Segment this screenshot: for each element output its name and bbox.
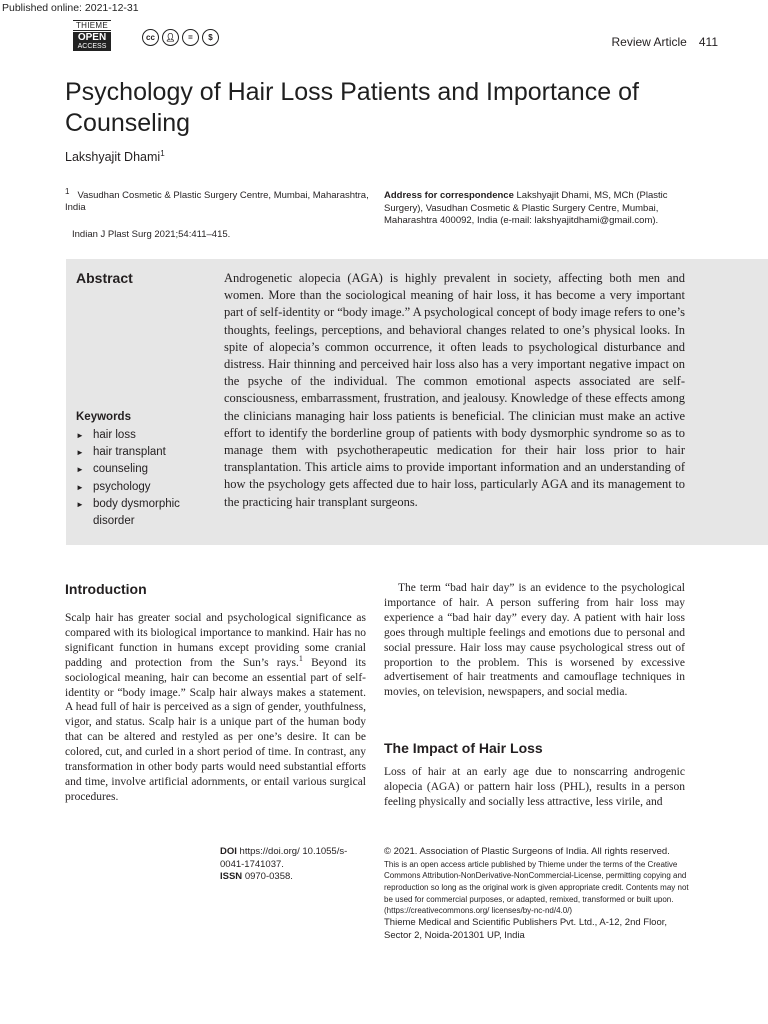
copyright-block <box>384 846 689 942</box>
page-number: 411 <box>698 35 718 49</box>
nd-icon: = <box>182 29 199 46</box>
issn-label: ISSN <box>220 871 243 882</box>
affiliation <box>65 186 370 214</box>
article-type: Review Article <box>611 35 687 49</box>
by-icon: 👤︎ <box>162 29 179 46</box>
doi-label: DOI <box>220 846 237 857</box>
correspondence-address <box>384 190 694 228</box>
reference-marker: 1 <box>298 653 303 663</box>
logo-line-1: THIEME <box>73 20 111 31</box>
cc-icon: cc <box>142 29 159 46</box>
keywords-list <box>76 427 206 530</box>
running-header <box>560 35 718 49</box>
logo-line-3: ACCESS <box>73 43 111 51</box>
doi-value: https://doi.org/ 10.1055/s-0041-1741037. <box>220 846 348 870</box>
article-title: Psychology of Hair Loss Patients and Importance of Counseling <box>65 78 639 137</box>
introduction-paragraph <box>65 611 366 805</box>
thieme-open-access-logo <box>73 20 111 54</box>
issn-value: 0970-0358. <box>244 871 293 882</box>
nc-icon: $ <box>202 29 219 46</box>
author <box>65 150 165 164</box>
impact-paragraph: Loss of hair at an early age due to nonscarring androgenic alopecia (AGA) or pattern hair loss (PHL), results in a person feeling physically and socially less attractive, less virile, and <box>384 766 685 808</box>
intro-text-part2: Beyond its sociological meaning, hair can become an essential part of self-identity or “body image.” Scalp hair always makes a statement. A head full of hair is perceived as a sign of gender, youthfulness, vigor, and status. Scalp hair is a unique part of the human body that can be altered and restyled as per one’s desire. It can be colored, cut, and curled in a short period of time. In contrast, any transformation in other body parts would need substantial efforts and time, involve artificial adornments, or entail various surgical procedures. <box>65 656 367 803</box>
intro-text-part1: Scalp hair has greater social and psychological significance as compared with its biological importance to mankind. Hair has no significant function in humans except providing some cranial padding and protection from the Sun’s rays. <box>65 612 366 669</box>
abstract-text: Androgenetic alopecia (AGA) is highly prevalent in society, affecting both men and women. More than the sociological meaning of hair loss, it has become a very important part of self-identity or “body image.” A psychological concept of body image refers to one’s thoughts, feelings, perceptions, and behavioral changes related to one’s physical looks. In spite of alopecia’s common occurrence, it often leads to psychological disturbance and distress. Hair thinning and perceived hair loss also has a very important negative impact on the psyche of the individual. The common emotional aspects associated are self-consciousness, embarrassment, frustration, and jealousy. Knowledge of these effects among the clinicians managing hair loss patients is beneficial. The clinician must make an active effort to identify the borderline group of patients with body dysmorphic syndrome so as to manage them with psychotherapeutic medication for their hair loss prior to hair transplantation. This article aims to provide important information and an understanding of how the psychology gets affected due to hair loss, particularly AGA and its management to the practicing hair transplant surgeons. <box>224 271 685 509</box>
doi-block <box>220 846 360 884</box>
author-name: Lakshyajit Dhami <box>65 150 161 164</box>
logo-line-2: OPEN <box>73 32 111 43</box>
author-affiliation-ref: 1 <box>160 148 165 158</box>
journal-citation: Indian J Plast Surg 2021;54:411–415. <box>72 229 231 240</box>
keyword-item: ► counseling <box>76 461 206 478</box>
license-text: This is an open access article published by Thieme under the terms of the Creative Commons Attribution-NonDerivative-NonCommercial-License, permitting copying and reproduction so long as the original work is given appropriate credit. Contents may not be used for commercial purposes, or adapted, remixed, transformed or built upon. (https://creativecommons.org/ licenses/by-nc-nd/4.0/) <box>384 859 689 916</box>
creative-commons-badge <box>142 29 219 46</box>
introduction-heading: Introduction <box>65 581 147 597</box>
keyword-item: ► hair transplant <box>76 444 206 461</box>
correspondence-text: Lakshyajit Dhami, MS, MCh (Plastic Surgery), Vasudhan Cosmetic & Plastic Surgery Centre, Mumbai, Maharashtra 400092, India (e-mail: lakshyajitdhami@gmail.com). <box>384 190 668 226</box>
impact-heading: The Impact of Hair Loss <box>384 740 543 756</box>
keyword-item: ► body dysmorphic disorder <box>76 496 206 530</box>
keyword-item: ► hair loss <box>76 427 206 444</box>
publisher-address: Thieme Medical and Scientific Publishers Pvt. Ltd., A-12, 2nd Floor, Sector 2, Noida-201301 UP, India <box>384 917 668 941</box>
affiliation-number: 1 <box>65 186 70 196</box>
copyright-line: © 2021. Association of Plastic Surgeons of India. All rights reserved. <box>384 846 670 857</box>
correspondence-label: Address for correspondence <box>384 190 514 201</box>
published-online-date: Published online: 2021-12-31 <box>2 2 139 14</box>
abstract-heading: Abstract <box>76 270 133 286</box>
keyword-item: ► psychology <box>76 479 206 496</box>
affiliation-text: Vasudhan Cosmetic & Plastic Surgery Centre, Mumbai, Maharashtra, India <box>65 190 369 213</box>
bad-hair-day-paragraph: The term “bad hair day” is an evidence to the psychological importance of hair. A person suffering from hair loss may experience a “bad hair day” every day. A patient with hair loss goes through multiple feelings and emotions due to personal and social pressure. Hair loss may cause psychological stress out of proportion to the problem. This is worsened by excessive advertisement of hair treatments and camouflage techniques in movies, on television, newspapers, and social media. <box>384 582 685 699</box>
keywords-heading: Keywords <box>76 411 131 423</box>
